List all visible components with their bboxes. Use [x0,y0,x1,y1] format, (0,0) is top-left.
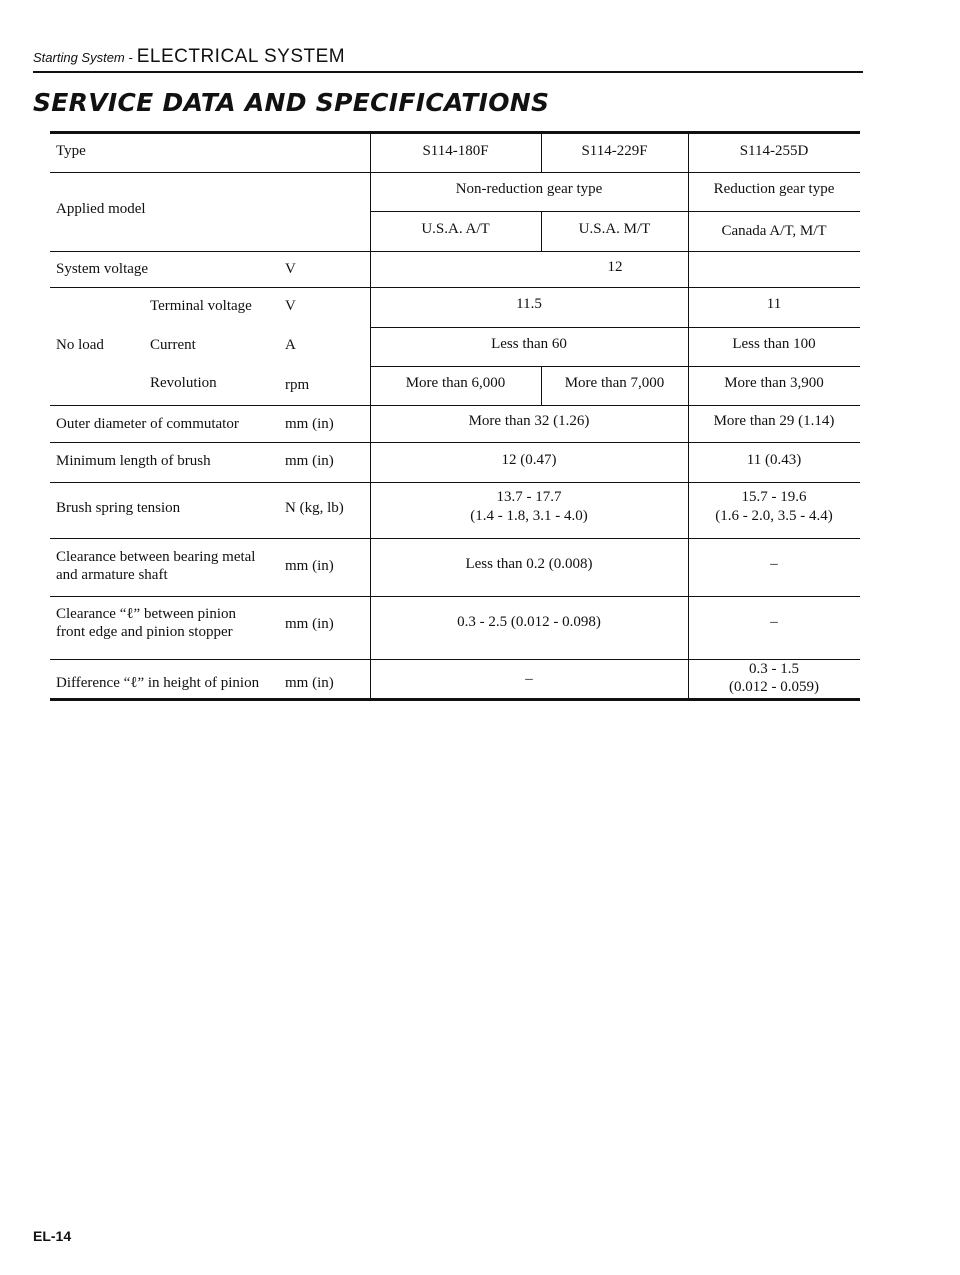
row-rule [50,596,860,597]
value-cell: 11.5 [516,296,542,312]
section-label: Starting System - [33,50,133,65]
value-cell: More than 3,900 [724,375,824,391]
model-cell: S114-255D [739,143,809,159]
application-cell: Canada A/T, M/T [721,223,827,239]
value-cell: – [770,556,778,572]
row-rule [50,538,860,539]
gear-type-cell: Non-reduction gear type [455,181,603,197]
unit-cell: mm (in) [285,616,334,632]
value-cell: More than 6,000 [405,375,506,391]
unit-cell: rpm [285,377,310,393]
pinion-clearance-label: Clearance “ℓ” between pinion [56,606,237,622]
row-rule [50,659,860,660]
commutator-label: Outer diameter of commutator [56,416,239,432]
current-label: Current [150,337,196,353]
value-cell: (1.6 - 2.0, 3.5 - 4.4) [715,508,833,524]
row-rule [370,327,860,328]
pinion-clearance-label: front edge and pinion stopper [56,624,233,640]
table-top-rule [50,131,860,134]
table-bottom-rule [50,698,860,701]
page-number: EL-14 [33,1228,72,1244]
value-cell: 0.3 - 1.5 [749,661,799,677]
unit-cell: mm (in) [285,558,334,574]
value-cell: – [770,614,778,630]
revolution-label: Revolution [150,375,217,391]
type-label: Type [56,143,86,159]
value-cell: Less than 100 [732,336,816,352]
bearing-clearance-label: Clearance between bearing metal [56,549,256,565]
application-cell: U.S.A. A/T [421,221,490,237]
spring-tension-label: Brush spring tension [56,500,181,516]
row-rule [50,287,860,288]
unit-cell: N (kg, lb) [285,500,344,516]
value-cell: 0.3 - 2.5 (0.012 - 0.098) [457,614,601,630]
unit-cell: V [285,298,296,314]
row-rule [370,366,860,367]
value-cell: (0.012 - 0.059) [729,679,819,695]
row-rule [50,482,860,483]
application-cell: U.S.A. M/T [578,221,651,237]
value-cell: 13.7 - 17.7 [496,489,562,505]
value-cell: – [525,671,533,687]
row-rule [50,172,860,173]
gear-type-cell: Reduction gear type [713,181,835,197]
model-cell: S114-180F [422,143,489,159]
value-cell: 11 (0.43) [746,452,802,468]
value-cell: More than 32 (1.26) [468,413,590,429]
row-rule [50,251,860,252]
unit-cell: A [285,337,296,353]
value-cell: More than 29 (1.14) [713,413,835,429]
row-rule [50,405,860,406]
row-rule [370,211,860,212]
value-cell: 15.7 - 19.6 [741,489,807,505]
model-cell: S114-229F [581,143,648,159]
applied-model-label: Applied model [56,201,146,217]
unit-cell: V [285,261,296,277]
brush-length-label: Minimum length of brush [56,453,211,469]
row-rule [50,442,860,443]
value-cell: Less than 60 [491,336,567,352]
pinion-difference-label: Difference “ℓ” in height of pinion [56,675,260,691]
value-cell: (1.4 - 1.8, 3.1 - 4.0) [470,508,588,524]
page-title: SERVICE DATA AND SPECIFICATIONS [33,88,550,117]
unit-cell: mm (in) [285,675,334,691]
value-cell: 12 [607,259,623,275]
unit-cell: mm (in) [285,453,334,469]
chapter-label: ELECTRICAL SYSTEM [136,46,346,67]
terminal-voltage-label: Terminal voltage [150,298,252,314]
value-cell: 11 [766,296,782,312]
value-cell: Less than 0.2 (0.008) [465,556,593,572]
no-load-label: No load [56,337,104,353]
unit-cell: mm (in) [285,416,334,432]
system-voltage-label: System voltage [56,261,149,277]
value-cell: 12 (0.47) [501,452,557,468]
bearing-clearance-label: and armature shaft [56,567,168,583]
value-cell: More than 7,000 [564,375,665,391]
header-rule [33,71,863,73]
running-header [33,46,863,68]
